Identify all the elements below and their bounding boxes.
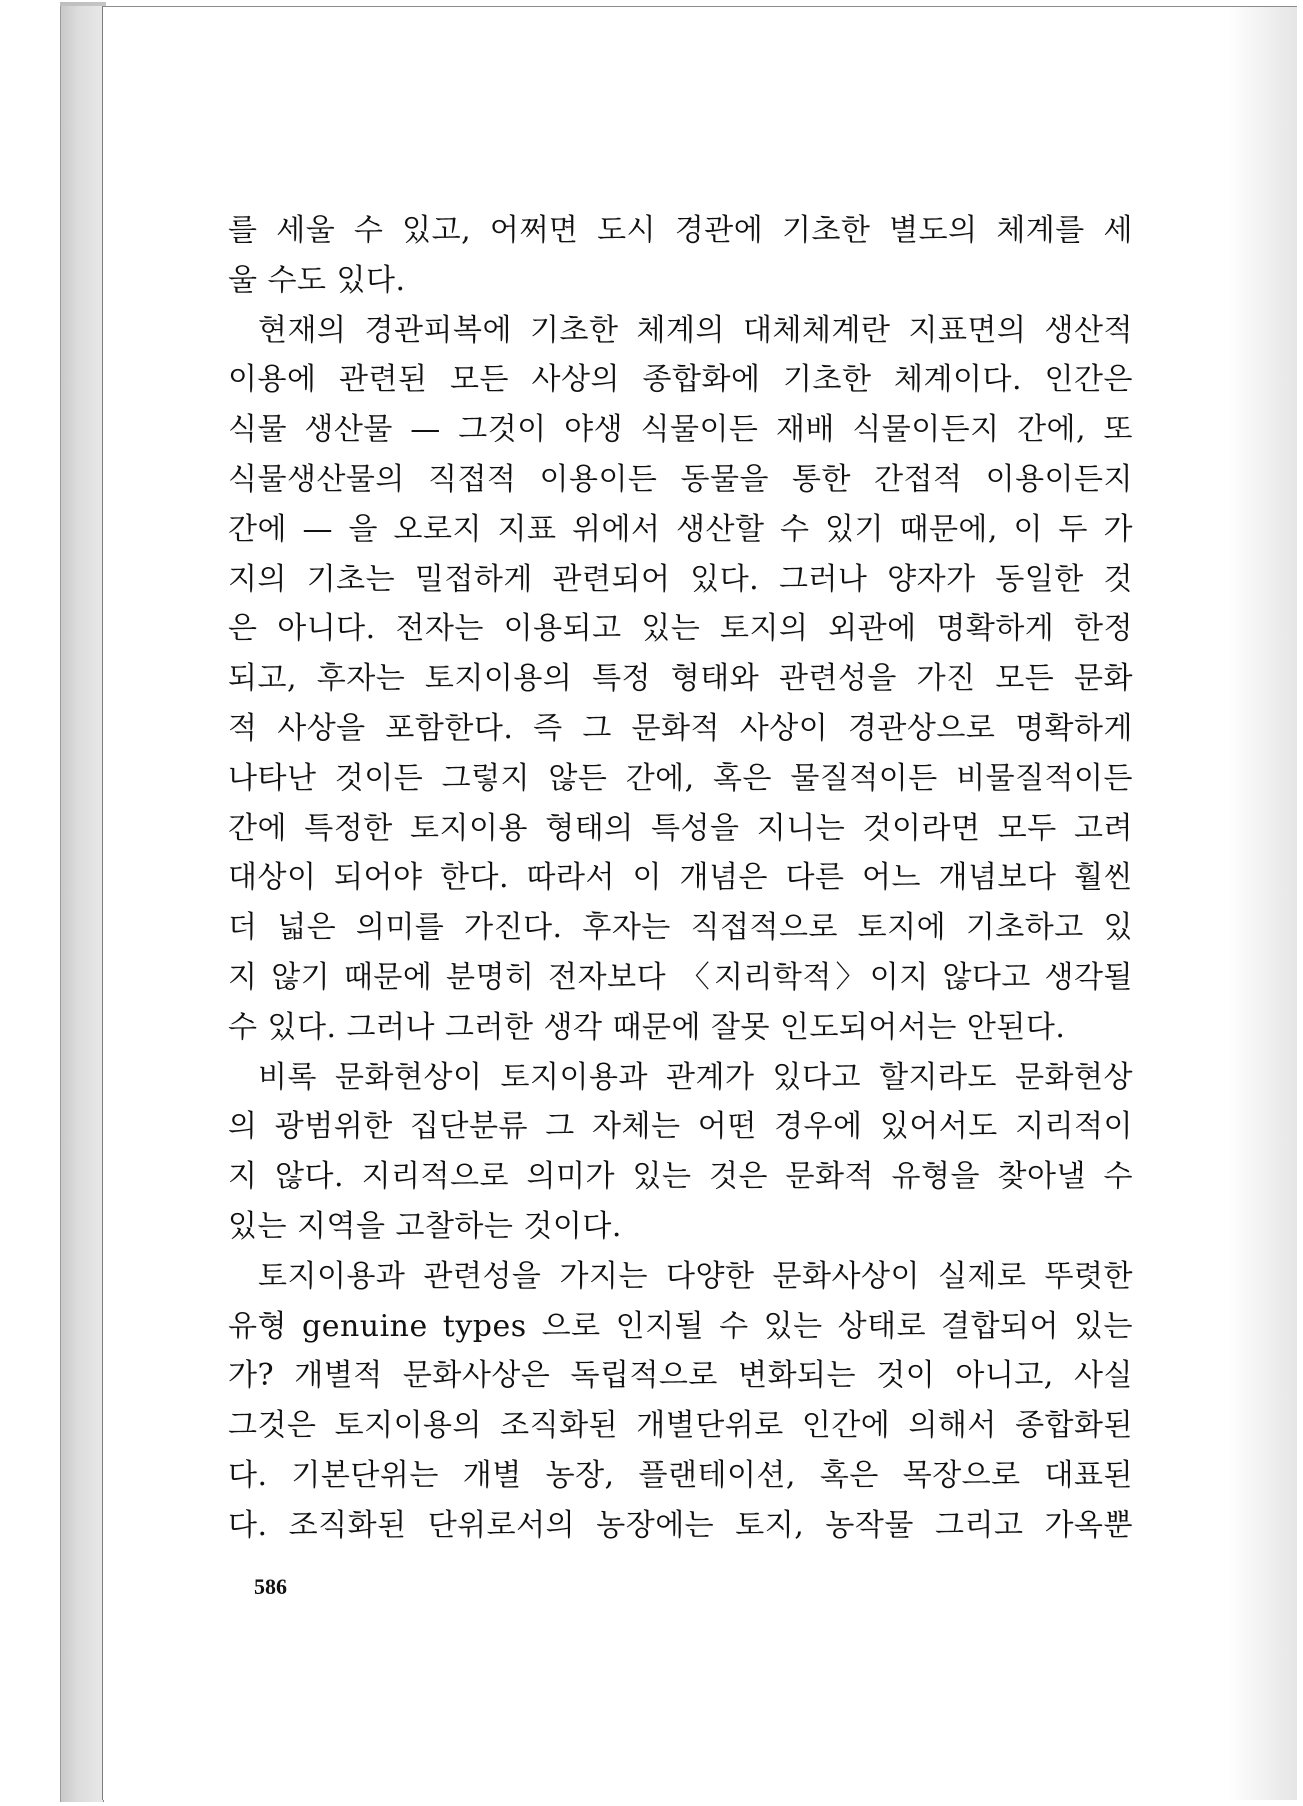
text-line: 의 광범위한 집단분류 그 자체는 어떤 경우에 있어서도 지리적이 [228,1109,1133,1145]
text-line: 이용에 관련된 모든 사상의 종합화에 기초한 체계이다. 인간은 [228,362,1133,398]
text-line: 현재의 경관피복에 기초한 체계의 대체체계란 지표면의 생산적 [258,312,1133,348]
body-text [228,206,1133,1551]
text-line: 다. 기본단위는 개별 농장, 플랜테이션, 혹은 목장으로 대표된 [228,1457,1133,1493]
text-line: 적 사상을 포함한다. 즉 그 문화적 사상이 경관상으로 명확하게 [228,710,1133,746]
text-line: 비록 문화현상이 토지이용과 관계가 있다고 할지라도 문화현상 [258,1059,1133,1095]
text-line: 되고, 후자는 토지이용의 특정 형태와 관련성을 가진 모든 문화 [228,661,1133,697]
text-line: 간에 — 을 오로지 지표 위에서 생산할 수 있기 때문에, 이 두 가 [228,511,1133,547]
book-spine [60,6,104,1802]
text-line: 식물 생산물 — 그것이 야생 식물이든 재배 식물이든지 간에, 또 [228,412,1133,448]
page-edge-shadow [1227,7,1297,1800]
text-line: 수 있다. 그러나 그러한 생각 때문에 잘못 인도되어서는 안된다. [228,1009,1066,1045]
text-line: 다. 조직화된 단위로서의 농장에는 토지, 농작물 그리고 가옥뿐 [228,1507,1133,1543]
text-line: 지 않다. 지리적으로 의미가 있는 것은 문화적 유형을 찾아낼 수 [228,1159,1133,1195]
text-line: 울 수도 있다. [228,262,406,298]
text-line: 있는 지역을 고찰하는 것이다. [228,1208,622,1244]
text-line: 지 않기 때문에 분명히 전자보다 〈지리학적〉이지 않다고 생각될 [228,959,1133,995]
text-line: 더 넓은 의미를 가진다. 후자는 직접적으로 토지에 기초하고 있 [228,910,1133,946]
page-number: 586 [254,1574,287,1599]
text-line: 토지이용과 관련성을 가지는 다양한 문화사상이 실제로 뚜렷한 [258,1258,1133,1294]
text-line: 대상이 되어야 한다. 따라서 이 개념은 다른 어느 개념보다 훨씬 [228,860,1133,896]
text-line: 유형 genuine types 으로 인지될 수 있는 상태로 결합되어 있는 [228,1308,1133,1344]
text-line: 간에 특정한 토지이용 형태의 특성을 지니는 것이라면 모두 고려 [228,810,1133,846]
text-line: 가? 개별적 문화사상은 독립적으로 변화되는 것이 아니고, 사실 [228,1358,1133,1394]
text-line: 은 아니다. 전자는 이용되고 있는 토지의 외관에 명확하게 한정 [228,611,1133,647]
text-line: 지의 기초는 밀접하게 관련되어 있다. 그러나 양자가 동일한 것 [228,561,1133,597]
text-line: 그것은 토지이용의 조직화된 개별단위로 인간에 의해서 종합화된 [228,1408,1133,1444]
text-line: 식물생산물의 직접적 이용이든 동물을 통한 간접적 이용이든지 [228,461,1133,497]
text-line: 나타난 것이든 그렇지 않든 간에, 혹은 물질적이든 비물질적이든 [228,760,1133,796]
text-line: 를 세울 수 있고, 어쩌면 도시 경관에 기초한 별도의 체계를 세 [228,213,1133,248]
